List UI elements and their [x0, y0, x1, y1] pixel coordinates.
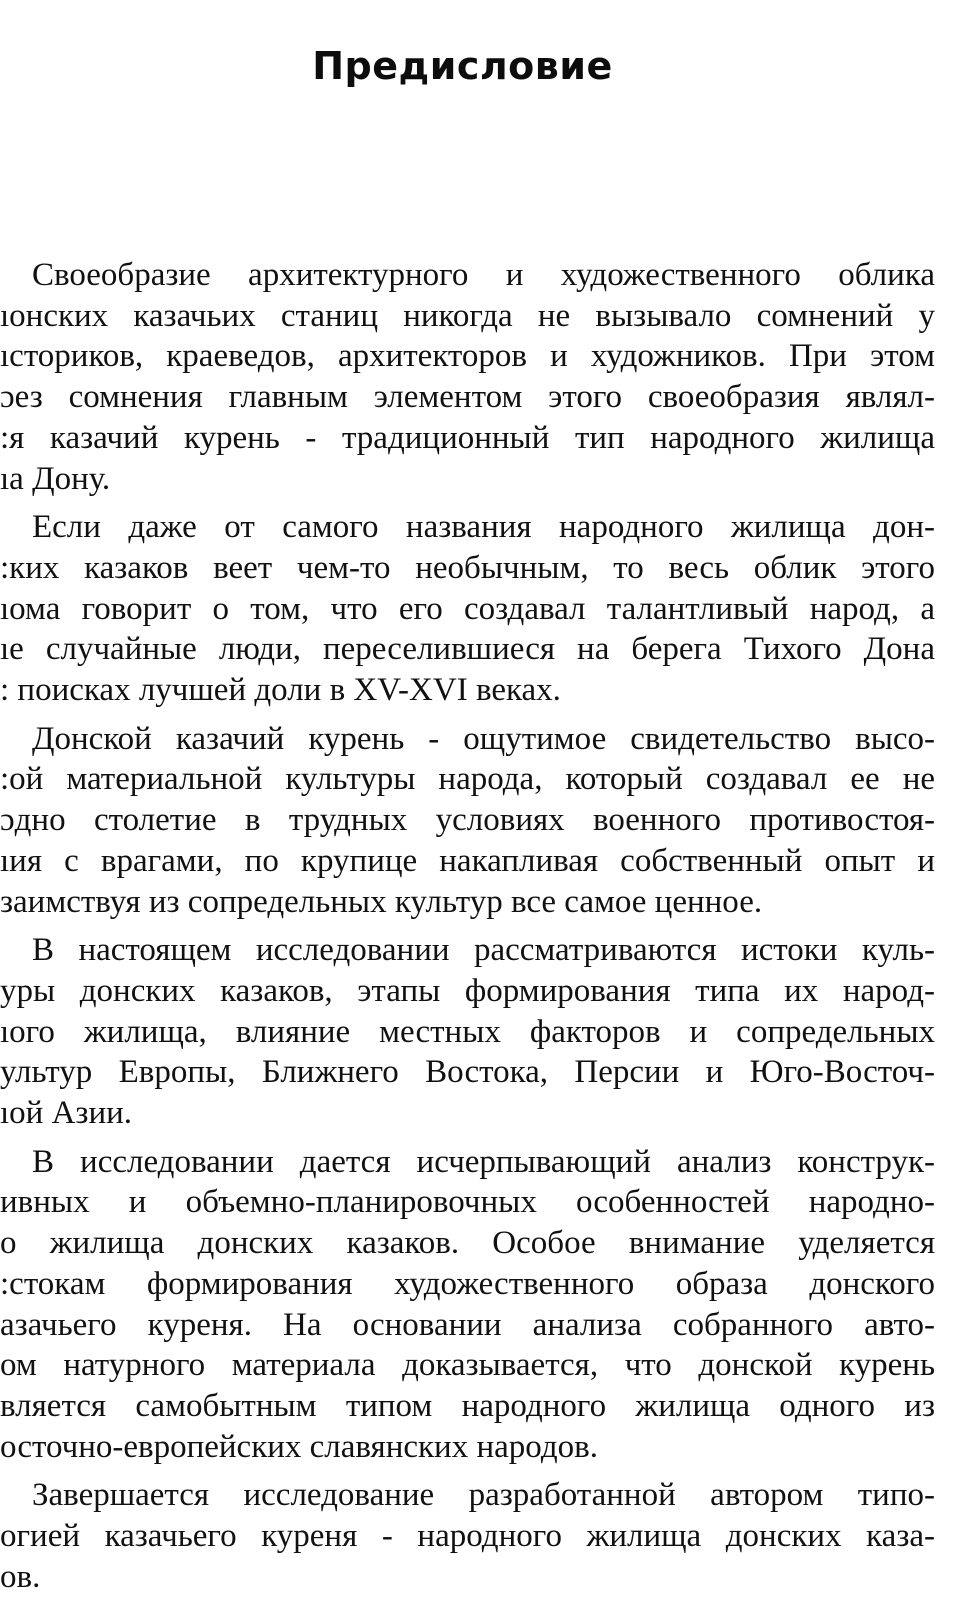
text-line: ультур Европы, Ближнего Востока, Персии и Юго-Восточ-	[0, 1054, 935, 1091]
text-line: ıого жилища, влияние местных факторов и сопредельных	[0, 1013, 935, 1050]
paragraph-3	[0, 719, 935, 923]
paragraph-1	[0, 255, 935, 499]
text-line: ɔез сомнения главным элементом этого своеобразия являл-	[0, 379, 935, 416]
text-line: Завершается исследование разработанной автором типо-	[32, 1477, 935, 1514]
text-line: :ой материальной культуры народа, который создавал ее не	[0, 761, 935, 798]
text-line: В настоящем исследовании рассматриваются истоки куль-	[32, 932, 935, 969]
text-line: азачьего куреня. На основании анализа собранного авто-	[0, 1306, 935, 1343]
text-line: :ких казаков веет чем-то необычным, то весь облик этого	[0, 549, 935, 586]
text-line: : поисках лучшей доли в XV-XVI веках.	[0, 672, 561, 709]
body-text	[0, 255, 935, 1606]
text-line: ıсториков, краеведов, архитекторов и художников. При этом	[0, 338, 935, 375]
text-line: Донской казачий курень - ощутимое свидетельство высо-	[32, 720, 935, 757]
page-title: Предисловие	[312, 44, 613, 88]
paragraph-5	[0, 1142, 935, 1468]
text-line: Своеобразие архитектурного и художественного облика	[32, 257, 935, 293]
text-line: ɔдно столетие в трудных условиях военного противостоя-	[0, 802, 935, 839]
text-line: ıонских казачьих станиц никогда не вызывало сомнений у	[0, 297, 935, 334]
text-line: заимствуя из сопредельных культур все самое ценное.	[0, 883, 763, 920]
text-line: вляется самобытным типом народного жилища одного из	[0, 1387, 935, 1424]
text-line: уры донских казаков, этапы формирования типа их народ-	[0, 972, 935, 1009]
text-line: о жилища донских казаков. Особое внимание уделяется	[0, 1225, 935, 1262]
text-line: Если даже от самого названия народного жилища дон-	[32, 509, 935, 546]
text-line: огией казачьего куреня - народного жилища донских каза-	[0, 1518, 935, 1555]
text-line: :я казачий курень - традиционный тип народного жилища	[0, 419, 935, 456]
text-line: осточно-европейских славянских народов.	[0, 1428, 598, 1465]
text-line: ıой Азии.	[0, 1095, 133, 1132]
text-line: В исследовании дается исчерпывающий анализ конструк-	[32, 1143, 935, 1180]
paragraph-2	[0, 507, 935, 711]
text-line: ıия с врагами, по крупице накапливая собственный опыт и	[0, 842, 935, 879]
text-line: :стокам формирования художественного образа донского	[0, 1265, 935, 1302]
paragraph-6	[0, 1475, 935, 1597]
text-line: ıома говорит о том, что его создавал талантливый народ, а	[0, 590, 935, 627]
text-line: ов.	[0, 1558, 41, 1595]
text-line: ıа Дону.	[0, 460, 111, 497]
text-line: ıе случайные люди, переселившиеся на берега Тихого Дона	[0, 631, 935, 668]
paragraph-4	[0, 930, 935, 1134]
text-line: ивных и объемно-планировочных особенностей народно-	[0, 1184, 935, 1221]
text-line: ом натурного материала доказывается, что донской курень	[0, 1347, 935, 1384]
